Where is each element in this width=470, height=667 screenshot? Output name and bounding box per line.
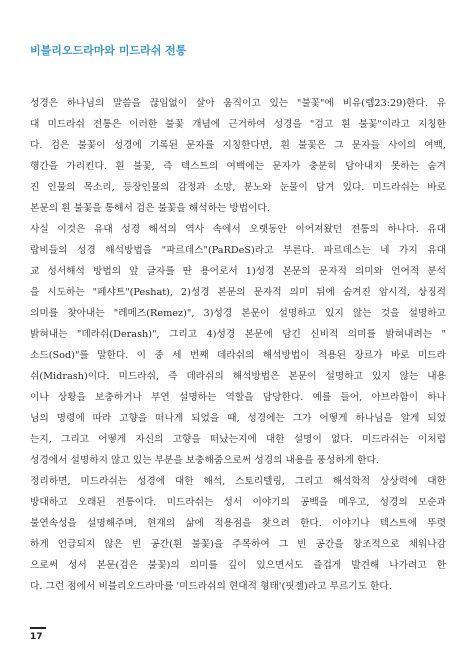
text-line: 쉬(Midrash)이다. 미드라쉬, 즉 데라쉬의 해석방법은 본문이 설명하고 있지 않는 내용 bbox=[30, 371, 446, 382]
text-line: 하게 언급되지 않은 빈 공간(흰 불꽃)을 주목하여 그 빈 공간을 창조적으로 채워나감 bbox=[30, 539, 446, 550]
text-line: 방대하고 오래된 전통이다. 미드라쉬는 성서 이야기의 공백을 메우고, 성경의 모순과 bbox=[30, 497, 446, 508]
text-line: 행간을 가리킨다. 흰 불꽃, 즉 텍스트의 여백에는 문자가 충분히 담아내지 못하는 숨겨 bbox=[30, 161, 446, 172]
body-text bbox=[30, 93, 446, 597]
text-line: 을 시도하는 "페샤트"(Peshat), 2)성경 본문의 문자적 의미 뒤에 숨겨진 암시적, 상징적 bbox=[30, 287, 446, 298]
text-line: 본문의 흰 불꽃을 통해서 검은 불꽃을 해석하는 방법이다. bbox=[30, 203, 270, 214]
paragraph-3 bbox=[30, 471, 446, 597]
text-line: 교 성서해석 방법의 앞 글자를 딴 용어로서 1)성경 본문의 문자적 의미와 언어적 분석 bbox=[30, 266, 446, 277]
text-line: 대 미드라쉬 전통은 이러한 불꽃 개념에 근거하여 성경을 "검고 흰 불꽃"이라고 지칭한 bbox=[30, 119, 446, 130]
text-line: 으로써 성서 본문(검은 불꽃)의 의미를 깊이 있으면서도 즐겁게 발견해 나가려고 한 bbox=[30, 560, 446, 571]
text-line: 다. 검은 불꽃이 성경에 기록된 문자를 지칭한다면, 흰 불꽃은 그 문자들 사이의 여백, bbox=[30, 140, 446, 151]
text-line: 성경은 하나님의 말씀을 끊임없이 살아 움직이고 있는 "불꽃"에 비유(렘23:29)한다. 유 bbox=[30, 98, 446, 109]
paragraph-2 bbox=[30, 219, 446, 471]
text-line: 정리하면, 미드라쉬는 성경에 대한 해석, 스토리텔링, 그리고 해석학적 상상력에 대한 bbox=[30, 476, 446, 487]
text-line: 소드(Sod)"를 말한다. 이 중 세 번째 데라쉬의 해석방법이 적용된 장르가 바로 미드라 bbox=[30, 350, 446, 361]
page-number: 17 bbox=[30, 632, 43, 642]
footer-rule bbox=[30, 627, 46, 629]
text-line: 불연속성을 설명해주며, 현재의 삶에 적용점을 찾으려 한다. 이야기나 텍스트에 뚜렷 bbox=[30, 518, 446, 529]
text-line: 는지, 그리고 어떻게 자신의 고향을 떠났는지에 대한 설명이 없다. 미드라쉬는 이처럼 bbox=[30, 434, 446, 445]
text-line: 다. 그런 점에서 비블리오드라마를 '미드라쉬의 현대적 형태'(핏젤)라고 부르기도 한다. bbox=[30, 581, 392, 592]
text-line: 사실 이것은 유대 성경 해석의 역사 속에서 오랫동안 이어져왔던 전통의 하나다. 유대 bbox=[30, 224, 446, 235]
text-line: 랍비들의 성경 해석방법을 "파르데스"(PaRDeS)라고 부른다. 파르데스는 네 가지 유대 bbox=[30, 245, 446, 256]
paragraph-1 bbox=[30, 93, 446, 219]
text-line: 님의 명령에 따라 고향을 떠나게 되었을 때, 성경에는 그가 어떻게 하나님을 알게 되었 bbox=[30, 413, 446, 424]
text-line: 성경에서 설명하지 않고 있는 부분을 보충해줌으로써 성경의 내용을 풍성하게 한다. bbox=[30, 455, 379, 466]
text-line: 밝혀내는 "데라쉬(Derash)", 그리고 4)성경 본문에 담긴 신비적 의미를 밝혀내려는 " bbox=[30, 329, 446, 340]
text-line: 의미를 찾아내는 "레메즈(Remez)", 3)성경 본문이 설명하고 있지 않는 것을 설명하고 bbox=[30, 308, 446, 319]
text-line: 이나 상황을 보충하거나 부연 설명하는 역할을 담당한다. 예를 들어, 아브라함이 하나 bbox=[30, 392, 446, 403]
text-line: 진 인물의 목소리, 등장인물의 감정과 소망, 분노와 눈물이 담겨 있다. 미드라쉬는 바로 bbox=[30, 182, 446, 193]
section-heading: 비블리오드라마와 미드라쉬 전통 bbox=[30, 44, 187, 57]
